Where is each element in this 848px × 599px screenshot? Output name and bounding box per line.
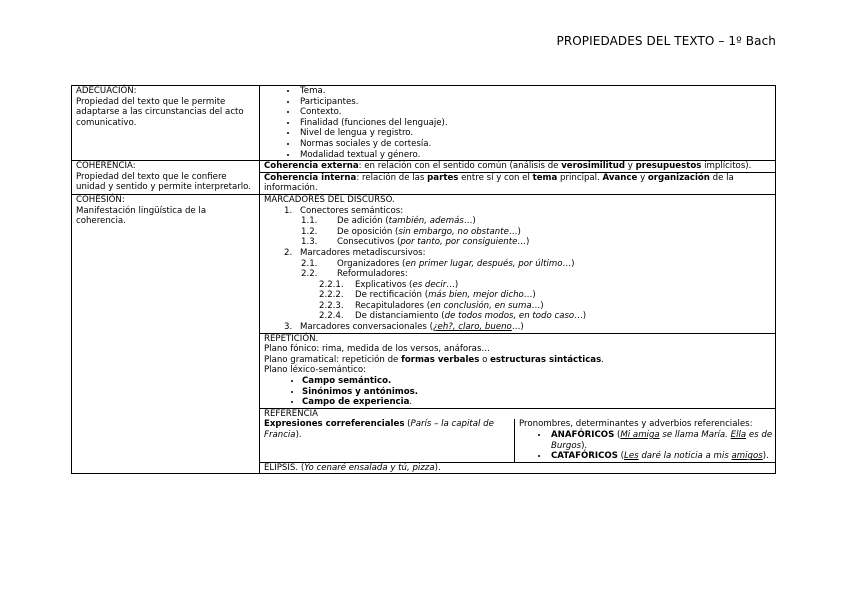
text-run: Explicativos ( — [355, 279, 413, 290]
example: por tanto, por consiguiente — [400, 237, 518, 248]
text-run: implícitos). — [701, 161, 752, 172]
text-run: : en relación con el sentido común (análisis de — [358, 161, 562, 172]
bold-term: Campo de experiencia — [302, 397, 410, 408]
example: más bien, mejor dicho — [428, 290, 524, 301]
list-item: • Participantes. — [298, 97, 771, 108]
text-run: …) — [531, 300, 544, 311]
example: en primer lugar, después, por último — [405, 258, 563, 269]
example: es decir — [412, 279, 447, 290]
sub-number: 2.1. — [301, 258, 318, 269]
bold-term: ANAFÓRICOS — [551, 430, 615, 440]
repeticion-cell — [260, 333, 776, 408]
text-run: …) — [562, 258, 575, 269]
bold-term: organización — [647, 172, 710, 183]
pronombres-cell — [515, 419, 776, 461]
list-item: • Modalidad textual y género. — [298, 150, 771, 161]
coherencia-label: COHERENCIA: — [76, 161, 136, 172]
text-run: entre sí y con el — [458, 172, 533, 183]
cohesion-label: COHESIÓN: — [76, 194, 125, 205]
text-run: Consecutivos ( — [337, 237, 401, 248]
correferenciales-cell — [260, 419, 515, 461]
underlined-example: Les — [624, 451, 639, 462]
sub-sub-item — [264, 280, 771, 291]
adecuacion-definition: Propiedad del texto que le permite adaptarse a las circunstancias del acto comunicativo. — [76, 96, 244, 128]
bold-term: estructuras sintácticas — [490, 354, 602, 365]
text-run: ( — [404, 419, 411, 430]
sub-number: 2.2.2. — [319, 290, 344, 301]
sub-number: 1.1. — [301, 216, 318, 227]
adecuacion-label-cell — [72, 86, 260, 161]
list-item — [302, 376, 771, 387]
text-run: . — [409, 397, 413, 408]
text-run: ). — [581, 440, 588, 451]
pronombres-label: Pronombres, determinantes y adverbios referenciales: — [519, 419, 753, 430]
text-run: De distanciamiento ( — [355, 311, 445, 322]
text-run: de la información. — [264, 172, 734, 194]
sub-number: 2.2.3. — [319, 300, 344, 311]
repeticion-fonico: Plano fónico: rima, medida de los versos, anáforas… — [264, 344, 491, 355]
text-run: …) — [574, 311, 587, 322]
referencia-list — [519, 430, 775, 462]
semanticos-label: Conectores semánticos: — [300, 205, 404, 216]
example: se llama María. — [659, 430, 731, 440]
example: sin embargo, no obstante — [398, 226, 509, 237]
sub-number: 1.3. — [301, 237, 318, 248]
bold-term: formas verbales — [401, 354, 480, 365]
referencia-title: REFERENCIA — [264, 408, 319, 419]
sub-sub-item — [264, 311, 771, 322]
text-run: Plano gramatical: repetición de — [264, 354, 402, 365]
text-run: Organizadores ( — [337, 258, 406, 269]
coherencia-label-cell — [72, 161, 260, 195]
marcadores-title: MARCADORES DEL DISCURSO. — [264, 194, 395, 205]
text-run: : relación de las — [356, 172, 428, 183]
example: ¿eh?, claro, bueno — [432, 322, 512, 333]
text-run: …) — [517, 237, 530, 248]
adecuacion-list — [264, 86, 771, 160]
text-run: ). — [295, 430, 302, 440]
sub-number: 2.2.4. — [319, 311, 344, 322]
bold-term: verosimilitud — [561, 161, 625, 172]
bold-term: presupuestos — [635, 161, 702, 172]
text-run: De rectificación ( — [355, 290, 429, 301]
properties-table — [71, 85, 776, 474]
repeticion-title: REPETICIÓN. — [264, 333, 319, 344]
text-run: De adición ( — [337, 216, 389, 227]
example: también, además — [388, 216, 464, 227]
referencia-inner-table — [260, 419, 775, 461]
text-run: ( — [617, 451, 625, 462]
row-cohesion-marcadores — [72, 194, 776, 333]
text-run: …) — [511, 322, 524, 333]
text-run: De oposición ( — [337, 226, 399, 237]
coherencia-definition: Propiedad del texto que le confiere unidad y sentido y permite interpretarlo. — [76, 171, 252, 193]
example: en conclusión, en suma — [430, 300, 532, 311]
example: París – la capital de Francia — [264, 419, 494, 440]
sub-sub-item — [264, 290, 771, 301]
text-run: o — [479, 354, 491, 365]
sub-number: 1.2. — [301, 226, 318, 237]
cohesion-label-cell — [72, 194, 260, 473]
metadiscursivos-label: Marcadores metadiscursivos: — [300, 247, 426, 258]
list-item: • Normas sociales y de cortesía. — [298, 139, 771, 150]
reformuladores-label: Reformuladores: — [337, 269, 408, 280]
list-item — [549, 430, 775, 451]
example: Yo cenaré ensalada y tú, pizza — [304, 462, 435, 473]
text-run: …) — [446, 279, 459, 290]
marcadores-item-3: 3. Marcadores conversacionales (¿eh?, claro, bueno…) — [284, 322, 524, 333]
underlined-example: Mi amiga — [620, 430, 660, 440]
example: daré la noticia a mis — [638, 451, 732, 462]
underlined-example: Ella — [730, 430, 747, 440]
text-run: ( — [614, 430, 621, 440]
text-run: y — [637, 172, 648, 183]
repeticion-gramatical — [264, 355, 771, 366]
list-item — [302, 387, 771, 398]
bold-term: CATAFÓRICOS — [551, 451, 618, 462]
bold-term: Campo semántico. — [302, 376, 392, 387]
elipsis-cell — [260, 462, 776, 474]
text-run: …) — [463, 216, 476, 227]
cohesion-definition: Manifestación lingüística de la coherencia. — [76, 205, 207, 227]
sub-item — [264, 216, 771, 227]
marcadores-item-1: 1. Conectores semánticos: — [284, 205, 404, 216]
text-run: Marcadores conversacionales ( — [300, 322, 433, 333]
sub-item — [264, 269, 771, 280]
marcadores-item-2: 2. Marcadores metadiscursivos: — [284, 247, 426, 258]
list-item — [549, 451, 775, 462]
coherencia-externa-cell — [260, 161, 776, 173]
row-adecuacion — [72, 86, 776, 161]
bold-term: Sinónimos y antónimos. — [302, 386, 419, 397]
sub-item — [264, 237, 771, 248]
sub-sub-item — [264, 301, 771, 312]
adecuacion-content-cell — [260, 86, 776, 161]
example: de todos modos, en todo caso — [444, 311, 575, 322]
list-item: • Nivel de lengua y registro. — [298, 128, 771, 139]
text-run: ). — [762, 451, 769, 462]
list-item — [302, 397, 771, 408]
text-run: …) — [508, 226, 521, 237]
bold-term: tema — [532, 172, 558, 183]
list-item: • Contexto. — [298, 107, 771, 118]
example: es de Burgos — [551, 430, 773, 451]
text-run: y — [625, 161, 636, 172]
text-run: principal. — [557, 172, 603, 183]
sub-item — [264, 259, 771, 270]
coherencia-interna-term: Coherencia interna — [264, 172, 357, 183]
text-run: Recapituladores ( — [355, 300, 431, 311]
coherencia-externa-term: Coherencia externa — [264, 161, 359, 172]
underlined-example: amigos — [731, 451, 763, 462]
list-item: • Tema. — [298, 86, 771, 97]
list-item: • Finalidad (funciones del lenguaje). — [298, 118, 771, 129]
text-run: …) — [523, 290, 536, 301]
repeticion-lexico: Plano léxico-semántico: — [264, 365, 366, 376]
repeticion-list — [264, 376, 771, 408]
sub-number: 2.2.1. — [319, 279, 344, 290]
referencia-cell — [260, 408, 776, 462]
text-run: ). — [434, 462, 441, 473]
adecuacion-label: ADECUACIÓN: — [76, 86, 137, 96]
bold-term: Expresiones correferenciales — [264, 419, 405, 430]
coherencia-interna-cell — [260, 172, 776, 194]
bold-term: Avance — [602, 172, 638, 183]
page-title: PROPIEDADES DEL TEXTO – 1º Bach — [556, 34, 776, 48]
sub-item — [264, 227, 771, 238]
text-run: ELIPSIS. ( — [264, 462, 305, 473]
bold-term: partes — [427, 172, 459, 183]
sub-number: 2.2. — [301, 269, 318, 280]
row-coherencia-externa — [72, 161, 776, 173]
marcadores-cell — [260, 194, 776, 333]
text-run: . — [601, 354, 604, 365]
